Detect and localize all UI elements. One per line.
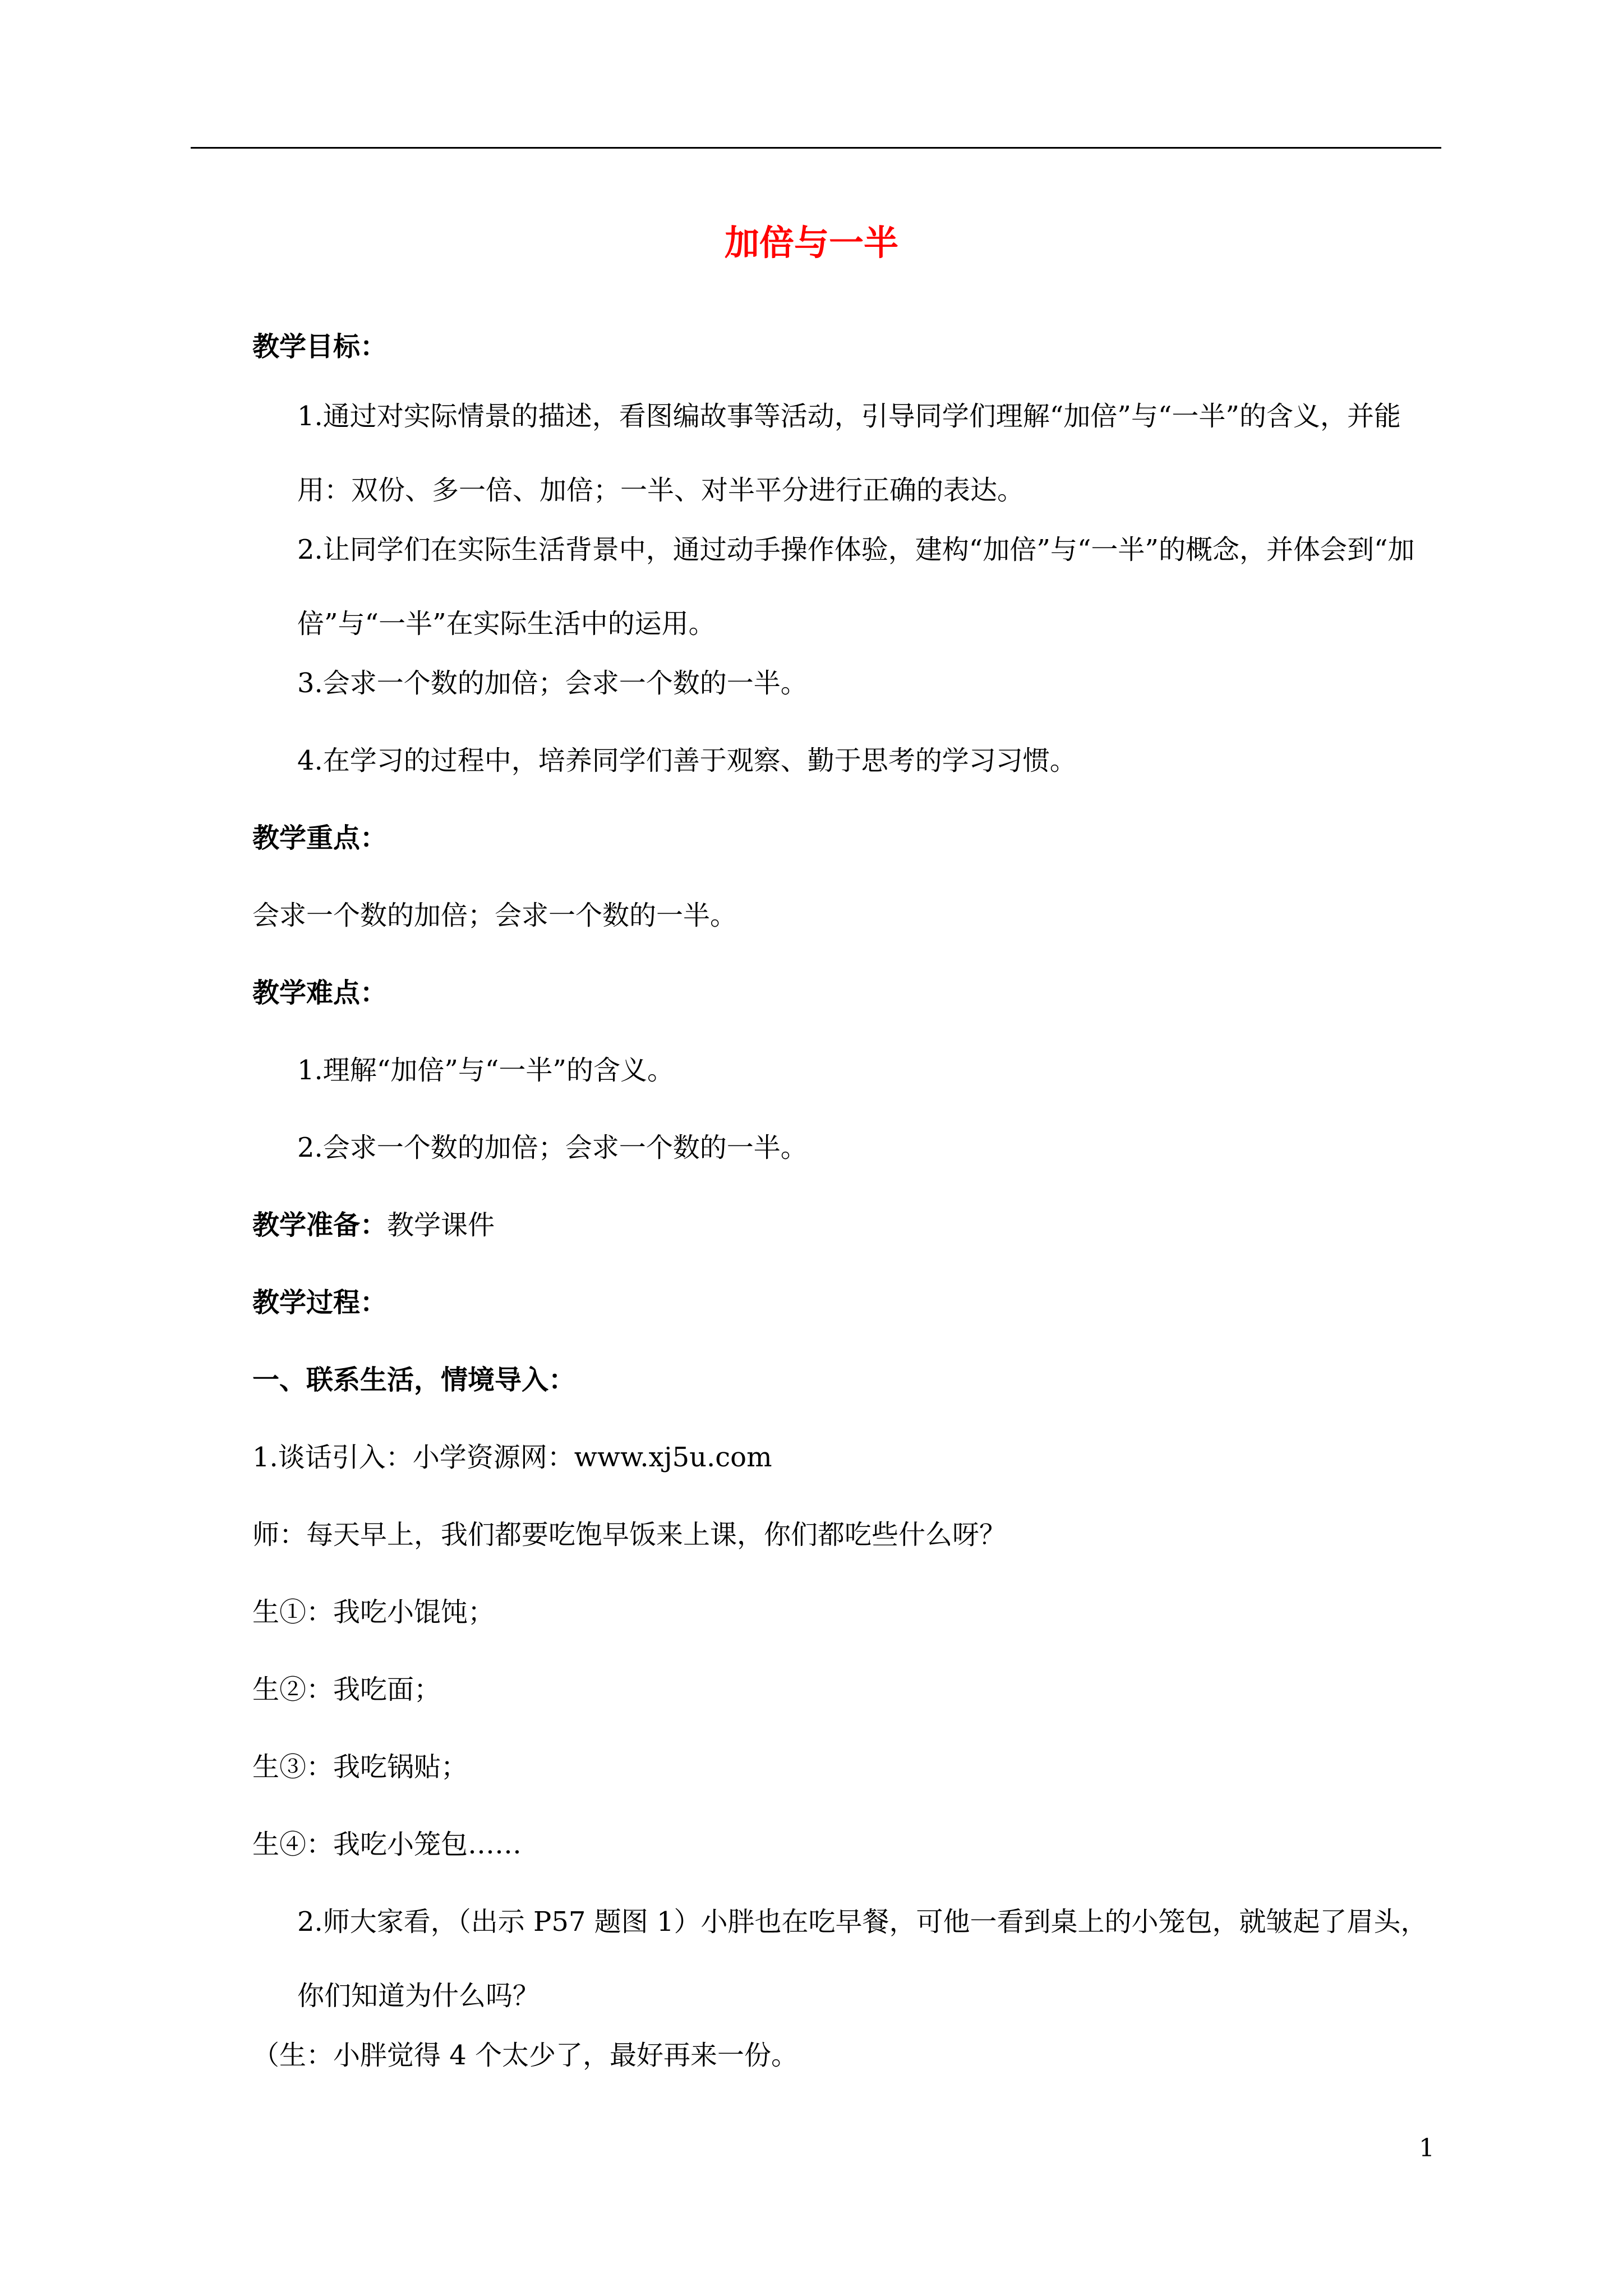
process-line-3: 生①：我吃小馄饨； bbox=[252, 1596, 495, 1628]
preparation-text: 教学课件 bbox=[387, 1209, 495, 1241]
teacher-question bbox=[241, 1885, 1453, 2033]
preparation-heading: 教学准备： bbox=[252, 1209, 388, 1241]
process-line-6: 生④：我吃小笼包…… bbox=[252, 1829, 522, 1860]
objectives-heading: 教学目标： bbox=[252, 331, 388, 362]
difficulty-item-1: 1.理解“加倍”与“一半”的含义。 bbox=[297, 1055, 674, 1086]
process-line-4: 生②：我吃面； bbox=[252, 1674, 441, 1705]
process-heading: 教学过程： bbox=[252, 1287, 388, 1318]
document-title: 加倍与一半 bbox=[724, 222, 898, 263]
objective-item-2 bbox=[241, 513, 1453, 661]
objective-item-3: 3.会求一个数的加倍；会求一个数的一半。 bbox=[297, 668, 808, 699]
difficulty-heading: 教学难点： bbox=[252, 977, 388, 1009]
objective-item-2-text: 2.让同学们在实际生活背景中，通过动手操作体验，建构“加倍”与“一半”的概念，并体会到“加倍”与“一半”在实际生活中的运用。 bbox=[297, 534, 1415, 639]
student-answer: （生：小胖觉得 4 个太少了，最好再来一份。 bbox=[252, 2040, 799, 2071]
key-point-heading: 教学重点： bbox=[252, 822, 388, 854]
process-line-2: 师：每天早上，我们都要吃饱早饭来上课，你们都吃些什么呀？ bbox=[252, 1519, 1007, 1550]
objective-item-1 bbox=[241, 379, 1453, 527]
page-number: 1 bbox=[1419, 2134, 1435, 2162]
preparation-line bbox=[252, 1188, 1441, 1262]
header-rule bbox=[191, 147, 1441, 149]
teacher-question-text: 2.师大家看，（出示 P57 题图 1）小胖也在吃早餐，可他一看到桌上的小笼包，就皱起了眉头，你们知道为什么吗？ bbox=[297, 1906, 1428, 2012]
process-line-1: 1.谈话引入：小学资源网：www.xj5u.com bbox=[252, 1442, 772, 1473]
objective-item-4: 4.在学习的过程中，培养同学们善于观察、勤于思考的学习习惯。 bbox=[297, 745, 1077, 776]
process-line-5: 生③：我吃锅贴； bbox=[252, 1751, 468, 1783]
objective-item-1-text: 1.通过对实际情景的描述，看图编故事等活动，引导同学们理解“加倍”与“一半”的含义，并能用：双份、多一倍、加倍；一半、对半平分进行正确的表达。 bbox=[297, 401, 1401, 506]
section1-heading: 一、联系生活，情境导入： bbox=[252, 1364, 576, 1396]
key-point-text: 会求一个数的加倍；会求一个数的一半。 bbox=[252, 900, 737, 931]
difficulty-item-2: 2.会求一个数的加倍；会求一个数的一半。 bbox=[297, 1132, 808, 1163]
